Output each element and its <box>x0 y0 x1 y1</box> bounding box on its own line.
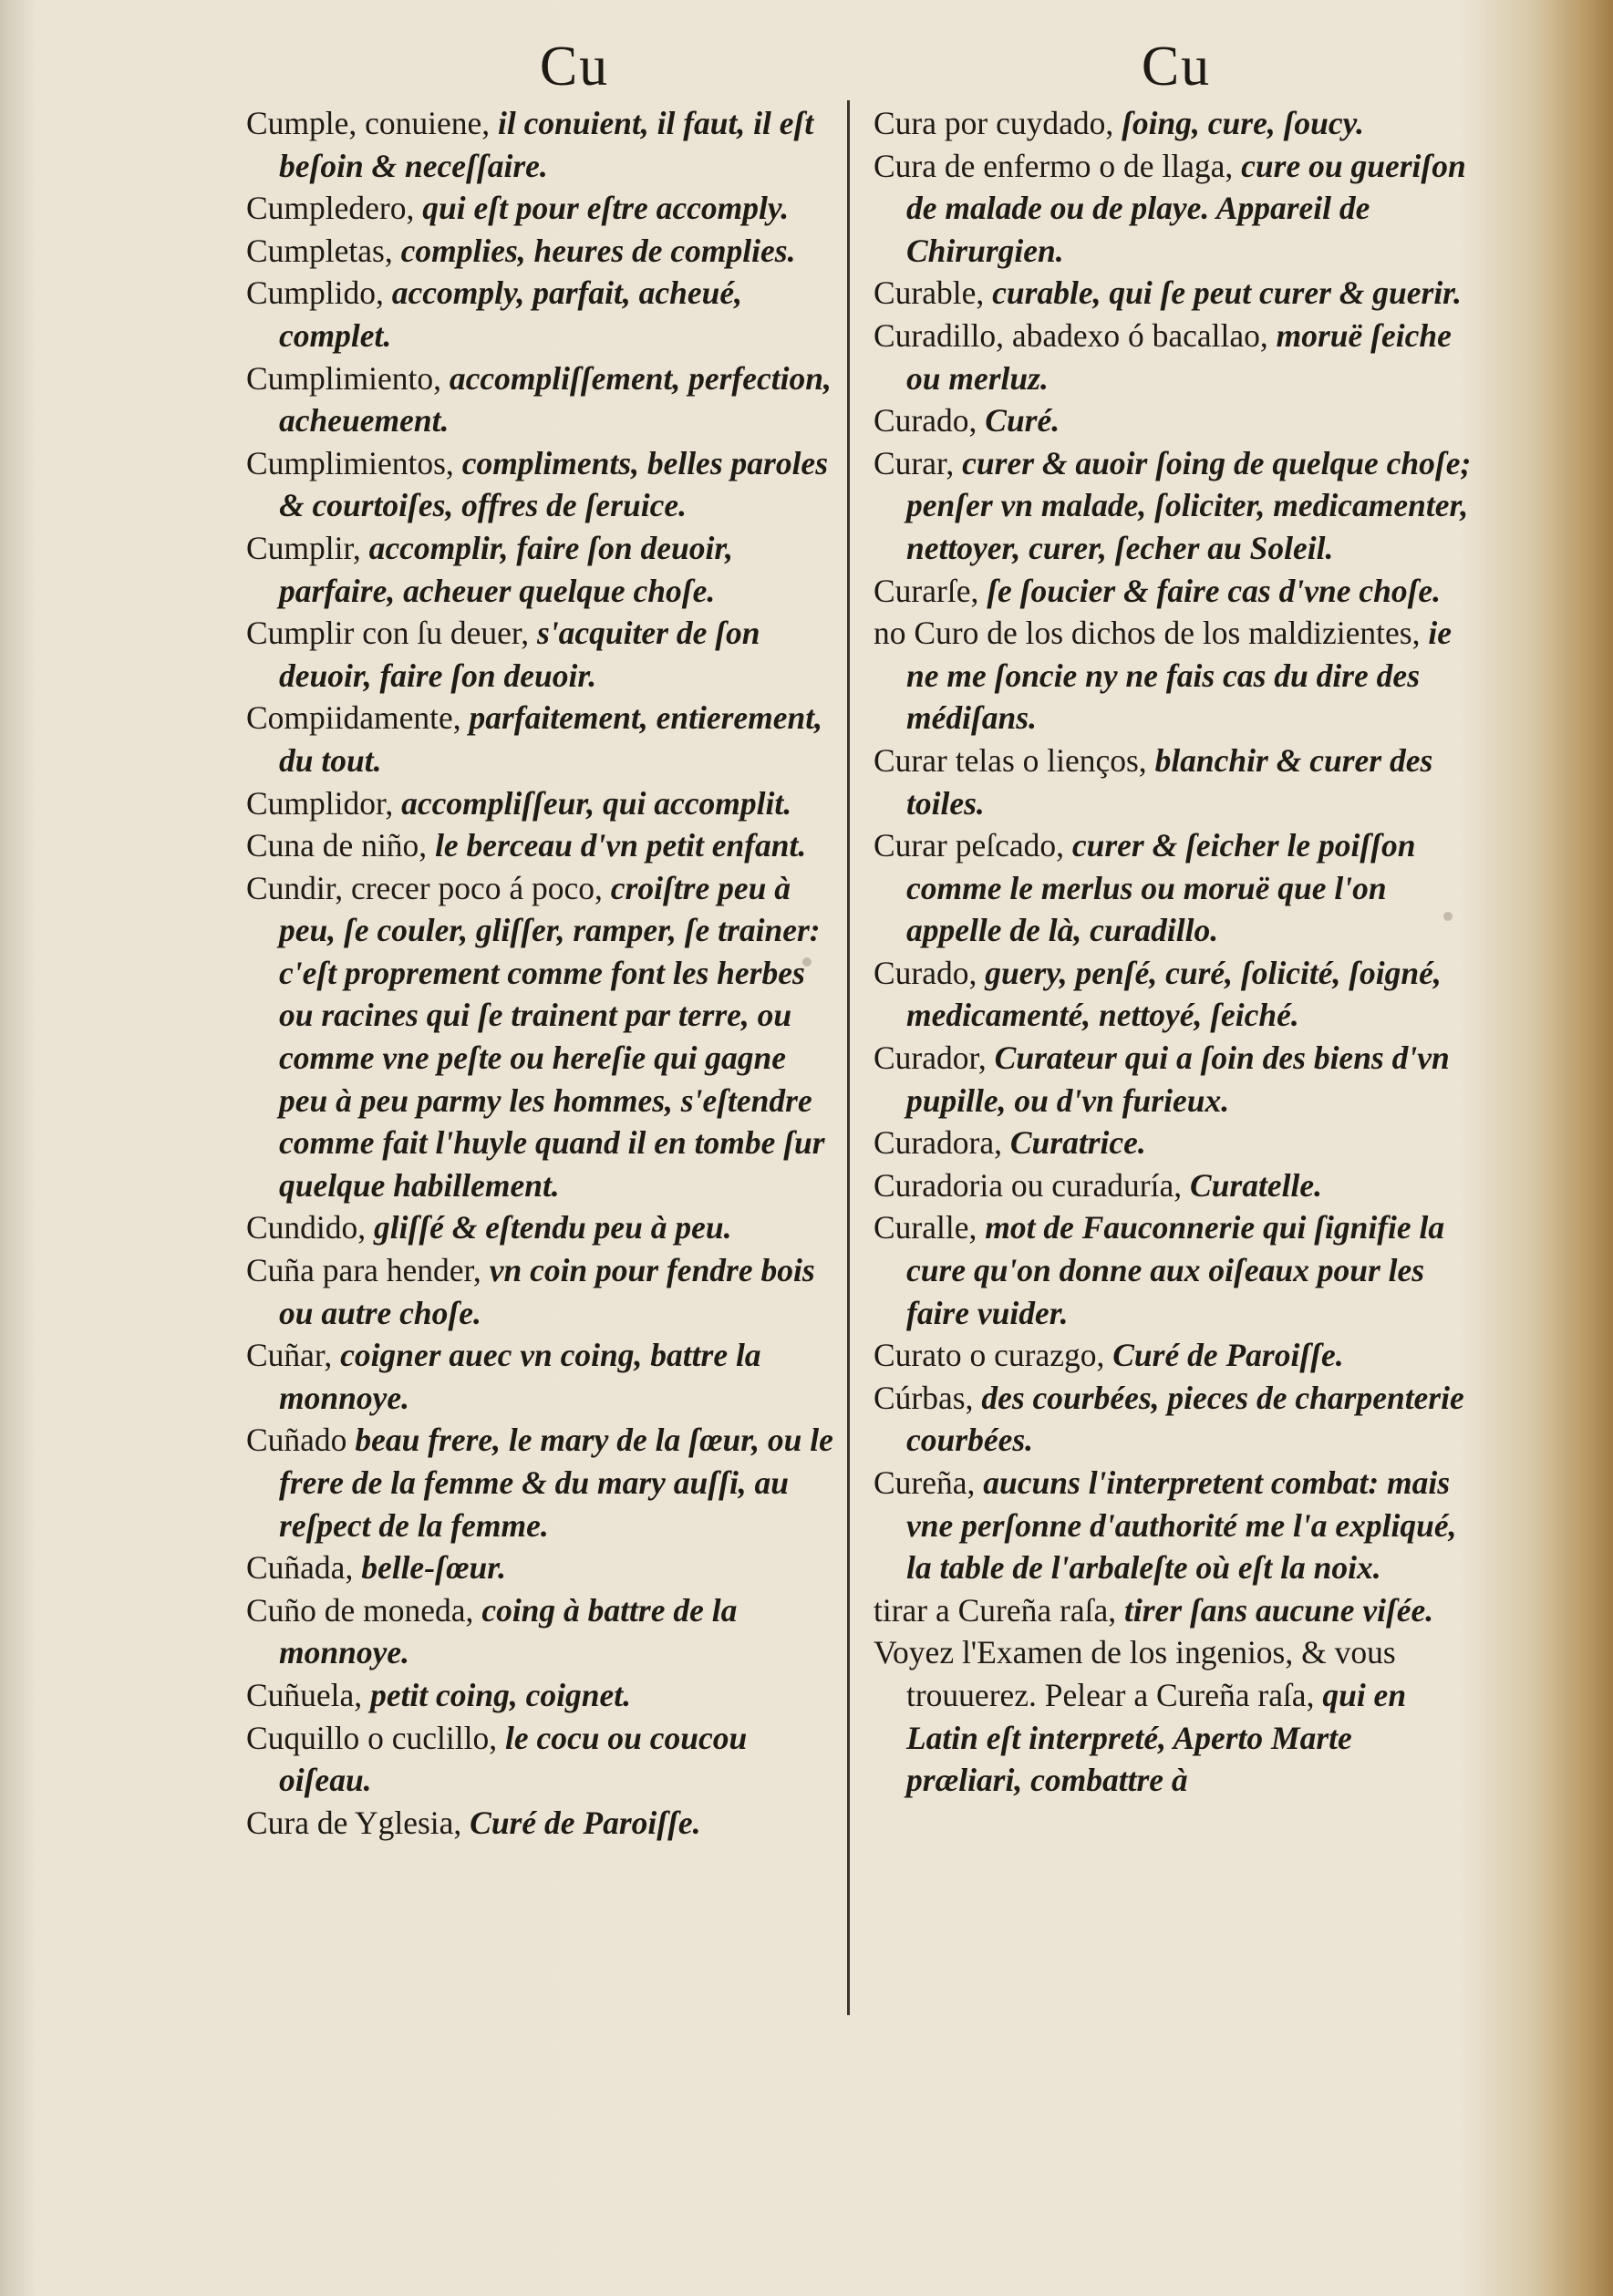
entry-headword: Curalle, <box>874 1209 986 1246</box>
dictionary-entry <box>246 272 839 357</box>
entry-translation: accomply, parfait, acheué, complet. <box>279 274 742 354</box>
dictionary-entry <box>246 442 839 527</box>
entry-translation: le berceau d'vn petit enfant. <box>435 827 807 864</box>
entry-headword: Cundido, <box>246 1209 375 1246</box>
entry-translation: petit coing, coignet. <box>370 1676 632 1713</box>
dictionary-entry <box>874 442 1475 570</box>
entry-translation: ſe ſoucier & faire cas d'vne choſe. <box>987 572 1442 609</box>
entry-headword: Cuño de moneda, <box>246 1591 482 1629</box>
entry-translation: aucuns l'interpretent combat: mais vne perſonne d'authorité me l'a expliqué, la table de l'arbaleſte où eſt la noix. <box>906 1464 1457 1587</box>
entry-translation: Curé. <box>985 402 1060 440</box>
dictionary-entry <box>246 230 839 273</box>
entry-translation: s'acquiter de ſon deuoir, faire ſon deuoir. <box>279 615 760 694</box>
entry-headword: Cuña para hender, <box>246 1252 490 1289</box>
entry-headword: Cuñada, <box>246 1549 362 1587</box>
dictionary-entry <box>246 782 839 825</box>
entry-translation: Curatelle. <box>1189 1166 1322 1204</box>
dictionary-entry <box>246 1249 839 1334</box>
entry-headword: Cureña, <box>874 1464 984 1501</box>
running-head-right: Cu <box>1141 36 1212 98</box>
entry-translation: croiſtre peu à peu, ſe couler, gliſſer, ramper, ſe trainer: c'eſt proprement comme font les herbes ou racines qui ſe trainent par terre, ou comme vne peſte ou hereſie qui gagne peu à peu parmy les hommes, s'eſtendre comme fait l'huyle quand il en tombe ſur quelque habillement. <box>279 869 825 1204</box>
dictionary-entry <box>874 1589 1475 1632</box>
paper-spot <box>802 957 812 967</box>
entry-translation: accompliſſeur, qui accomplit. <box>401 784 792 822</box>
entry-headword: Curadoria ou curaduría, <box>874 1166 1190 1204</box>
entry-headword: Cura de Yglesia, <box>246 1804 470 1841</box>
entry-translation: cure ou gueriſon de malade ou de playe. Appareil de Chirurgien. <box>906 147 1466 269</box>
entry-headword: Cuna de niño, <box>246 827 436 864</box>
dictionary-entry <box>874 1377 1475 1462</box>
entry-translation: Curateur qui a ſoin des biens d'vn pupille, ou d'vn furieux. <box>906 1039 1450 1119</box>
entry-headword: Cumplidor, <box>246 784 402 822</box>
column-rule <box>847 100 850 2015</box>
dictionary-entry <box>874 570 1475 613</box>
dictionary-entry <box>874 1164 1475 1207</box>
entry-translation: curer & auoir ſoing de quelque choſe; penſer vn malade, ſoliciter, medicamenter, nettoyer, curer, ſecher au Soleil. <box>906 444 1472 566</box>
dictionary-entry <box>874 612 1475 739</box>
entry-translation: curable, qui ſe peut curer & guerir. <box>992 274 1462 312</box>
entry-translation: moruë ſeiche ou merluz. <box>906 316 1452 397</box>
entry-translation: accompliſſement, perfection, acheuement. <box>279 359 832 440</box>
entry-translation: blanchir & curer des toiles. <box>906 741 1433 822</box>
running-head-left: Cu <box>539 36 610 98</box>
dictionary-entry <box>874 315 1475 399</box>
entry-translation: mot de Fauconnerie qui ſignifie la cure qu'on donne aux oiſeaux pour les faire vuider. <box>906 1209 1445 1331</box>
dictionary-entry <box>246 824 839 867</box>
entry-translation: complies, heures de complies. <box>400 232 796 269</box>
entry-translation: coing à battre de la monnoye. <box>279 1591 738 1671</box>
entry-translation: ie ne me ſoncie ny ne fais cas du dire des médiſans. <box>906 615 1452 737</box>
dictionary-entry <box>246 1546 839 1589</box>
dictionary-entry <box>874 102 1475 145</box>
dictionary-entry <box>874 272 1475 315</box>
entry-headword: no Curo de los dichos de los maldizientes, <box>874 615 1429 652</box>
entry-headword: Curadora, <box>874 1124 1010 1162</box>
entry-headword: Curarſe, <box>874 572 987 609</box>
dictionary-entry <box>246 1802 839 1845</box>
dictionary-entry <box>874 1122 1475 1164</box>
dictionary-entry <box>874 824 1475 952</box>
entry-headword: Compiidamente, <box>246 699 470 737</box>
dictionary-entry <box>874 1206 1475 1334</box>
dictionary-entry <box>246 1206 839 1249</box>
entry-translation: belle-ſœur. <box>361 1549 506 1587</box>
entry-translation: vn coin pour fendre bois ou autre choſe. <box>279 1252 815 1331</box>
dictionary-entry <box>874 952 1475 1037</box>
entry-headword: Curable, <box>874 274 993 312</box>
entry-headword: Cura de enfermo o de llaga, <box>874 147 1242 184</box>
entry-headword: Cumplimiento, <box>246 359 450 397</box>
entry-translation: guery, penſé, curé, ſolicité, ſoigné, medicamenté, nettoyé, ſeiché. <box>906 954 1442 1034</box>
paper-spot <box>1443 912 1453 921</box>
dictionary-entry <box>246 867 839 1207</box>
entry-headword: Curadillo, abadexo ó bacallao, <box>874 316 1277 354</box>
entry-headword: Cuñuela, <box>246 1676 371 1713</box>
entry-headword: Cuquillo o cuclillo, <box>246 1719 505 1756</box>
entry-translation: qui eſt pour eſtre accomply. <box>422 190 790 227</box>
entry-headword: Curar peſcado, <box>874 827 1072 864</box>
entry-headword: Curar, <box>874 444 963 481</box>
dictionary-entry <box>246 1334 839 1419</box>
dictionary-entry <box>246 1717 839 1802</box>
dictionary-entry <box>246 697 839 781</box>
left-column <box>246 102 839 1844</box>
dictionary-entry <box>246 1589 839 1674</box>
entry-headword: Cumplir, <box>246 529 369 566</box>
entry-headword: Curado, <box>874 954 986 991</box>
entry-translation: Curé de Paroiſſe. <box>470 1804 701 1841</box>
entry-translation: ſoing, cure, ſoucy. <box>1122 105 1364 141</box>
entry-headword: Cura por cuydado, <box>874 105 1122 141</box>
entry-translation: il conuient, il faut, il eſt beſoin & neceſſaire. <box>279 105 814 184</box>
entry-translation: Curé de Paroiſſe. <box>1112 1337 1344 1374</box>
dictionary-entry <box>246 102 839 187</box>
entry-translation: qui en Latin eſt interpreté, Aperto Marte præliari, combattre à <box>906 1676 1407 1799</box>
entry-translation: parfaitement, entierement, du tout. <box>279 699 823 779</box>
entry-headword: Cúrbas, <box>874 1379 982 1416</box>
entry-headword: Cumpletas, <box>246 232 401 269</box>
entry-headword: Curato o curazgo, <box>874 1337 1113 1374</box>
entry-headword: Cumple, conuiene, <box>246 105 499 141</box>
dictionary-entry <box>246 1674 839 1717</box>
dictionary-entry <box>874 1631 1475 1801</box>
entry-headword: Cuñado <box>246 1422 356 1459</box>
entry-translation: compliments, belles paroles & courtoiſes, offres de ſeruice. <box>279 444 829 524</box>
entry-translation: accomplir, faire ſon deuoir, parfaire, acheuer quelque choſe. <box>279 529 734 609</box>
entry-translation: beau frere, le mary de la ſœur, ou le frere de la femme & du mary auſſi, au reſpect de la femme. <box>279 1422 833 1544</box>
dictionary-entry <box>874 145 1475 273</box>
entry-headword: Cuñar, <box>246 1337 341 1374</box>
right-column <box>874 102 1475 1802</box>
entry-headword: Cumpledero, <box>246 190 423 227</box>
dictionary-entry <box>874 1037 1475 1122</box>
entry-translation: Curatrice. <box>1009 1124 1146 1162</box>
dictionary-entry <box>246 612 839 697</box>
dictionary-entry <box>874 739 1475 824</box>
entry-translation: curer & ſeicher le poiſſon comme le merlus ou moruë que l'on appelle de là, curadillo. <box>906 827 1416 949</box>
entry-headword: tirar a Cureña raſa, <box>874 1591 1124 1629</box>
entry-translation: gliſſé & eſtendu peu à peu. <box>374 1209 732 1246</box>
entry-translation: coigner auec vn coing, battre la monnoye. <box>279 1337 761 1416</box>
dictionary-entry <box>246 357 839 442</box>
entry-headword: Curar telas o lienços, <box>874 741 1155 779</box>
dictionary-entry <box>874 1334 1475 1377</box>
dictionary-entry <box>246 187 839 230</box>
dictionary-entry <box>246 527 839 612</box>
entry-headword: Curador, <box>874 1039 995 1077</box>
entry-headword: Voyez l'Examen de los ingenios, & vous trouuerez. Pelear a Cureña raſa, <box>874 1634 1396 1713</box>
entry-headword: Cumplimientos, <box>246 444 462 481</box>
dictionary-entry <box>874 399 1475 442</box>
dictionary-entry <box>246 1419 839 1546</box>
entry-translation: le cocu ou coucou oiſeau. <box>279 1719 748 1799</box>
entry-headword: Cumplir con ſu deuer, <box>246 615 537 652</box>
entry-translation: des courbées, pieces de charpenterie courbées. <box>906 1379 1464 1459</box>
entry-headword: Cundir, crecer poco á poco, <box>246 869 611 906</box>
entry-headword: Cumplido, <box>246 274 392 312</box>
entry-translation: tirer ſans aucune viſée. <box>1123 1591 1434 1629</box>
entry-headword: Curado, <box>874 402 986 440</box>
dictionary-entry <box>874 1462 1475 1589</box>
